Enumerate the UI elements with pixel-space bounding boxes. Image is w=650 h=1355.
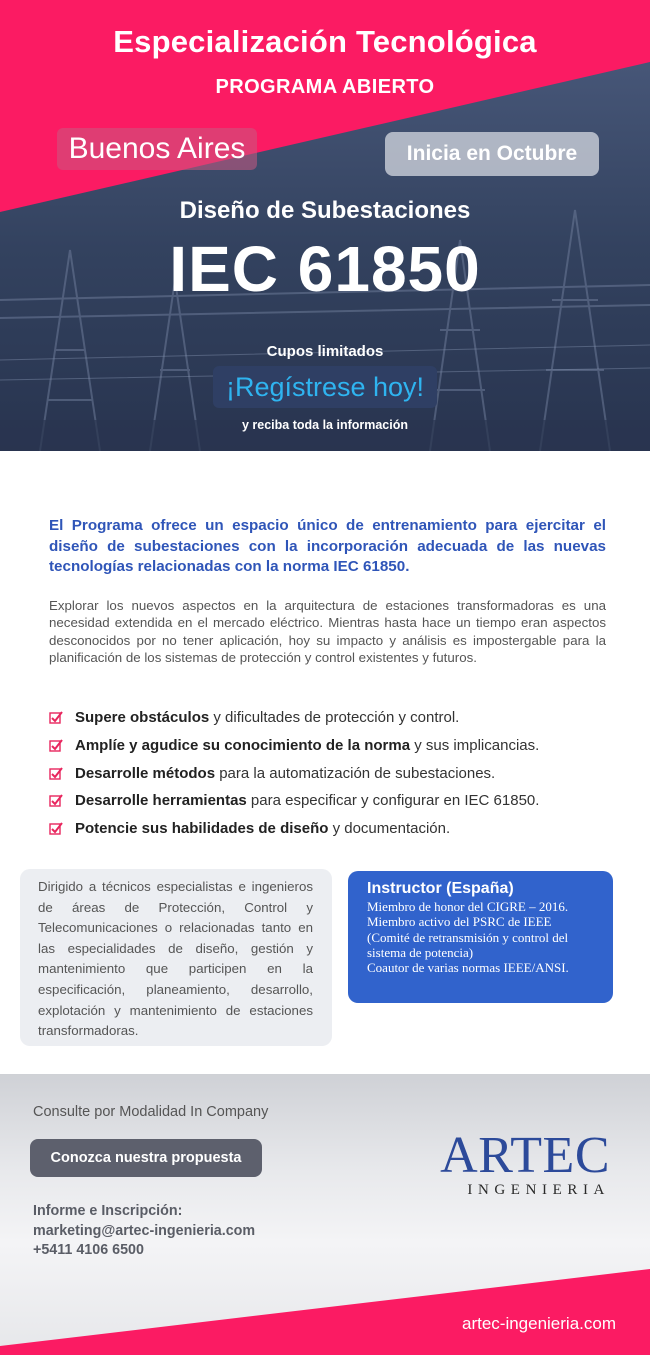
checkbox-check-icon bbox=[49, 821, 75, 837]
benefit-bold: Desarrolle métodos bbox=[75, 764, 216, 782]
benefits-list bbox=[49, 704, 619, 842]
start-date-badge: Inicia en Octubre bbox=[385, 132, 599, 176]
limited-seats-label: Cupos limitados bbox=[266, 343, 384, 360]
artec-logo bbox=[418, 1128, 610, 1208]
instructor-credential: (Comité de retransmisión y control del bbox=[367, 929, 569, 945]
instructor-credential: Miembro activo del PSRC de IEEE bbox=[367, 914, 552, 930]
instructor-card bbox=[348, 871, 613, 1003]
audience-card bbox=[20, 869, 332, 1046]
register-note: y reciba toda la información bbox=[241, 418, 408, 432]
benefit-bold: Potencie sus habilidades de diseño bbox=[75, 820, 329, 838]
benefit-text: y documentación. bbox=[328, 820, 451, 838]
checkbox-check-icon bbox=[49, 793, 75, 809]
program-label: PROGRAMA ABIERTO bbox=[215, 76, 435, 98]
checkbox-check-icon bbox=[49, 710, 75, 726]
hero-title: Especialización Tecnológica bbox=[113, 24, 537, 59]
intro-lead-paragraph: El Programa ofrece un espacio único de entrenamiento para ejercitar el diseño de subestaciones con la incorporación adecuada de las nuevas tecnologías relacionadas con la norma IEC 61850. bbox=[49, 517, 606, 575]
benefit-item bbox=[49, 815, 619, 843]
contact-block bbox=[33, 1202, 255, 1261]
instructor-title: Instructor (España) bbox=[367, 880, 514, 897]
benefit-item bbox=[49, 704, 619, 732]
course-title: IEC 61850 bbox=[169, 233, 481, 305]
benefit-text: y dificultades de protección y control. bbox=[209, 709, 460, 727]
footer bbox=[0, 1074, 650, 1355]
instructor-credential: Coautor de varias normas IEEE/ANSI. bbox=[367, 960, 569, 976]
in-company-note: Consulte por Modalidad In Company bbox=[33, 1104, 269, 1120]
benefit-bold: Desarrolle herramientas bbox=[75, 792, 247, 810]
city-badge: Buenos Aires bbox=[57, 128, 257, 170]
contact-email[interactable]: marketing@artec-ingenieria.com bbox=[33, 1222, 256, 1239]
benefit-text: para especificar y configurar en IEC 61850. bbox=[246, 792, 540, 810]
website-link[interactable]: artec-ingenieria.com bbox=[461, 1314, 616, 1333]
logo-subtitle: INGENIERIA bbox=[467, 1182, 610, 1198]
benefit-text: para la automatización de subestaciones. bbox=[215, 764, 496, 782]
contact-phone[interactable]: +5411 4106 6500 bbox=[33, 1242, 144, 1258]
benefit-bold: Amplíe y agudice su conocimiento de la norma bbox=[75, 737, 411, 755]
audience-text: Dirigido a técnicos especialistas e ingenieros de áreas de Protección, Control y Telecomunicaciones o relacionadas tanto en las especialidades de diseño, gestión y mantenimiento que participen en la especificación, planeamiento, desarrollo, explotación y mantenimiento de estaciones transformadoras. bbox=[38, 879, 313, 1039]
logo-wordmark: ARTEC bbox=[440, 1127, 610, 1184]
benefit-item bbox=[49, 732, 619, 760]
intro-body-paragraph: Explorar los nuevos aspectos en la arquitectura de estaciones transformadoras es una necesidad extendida en el mercado eléctrico. Mientras hasta hace un tiempo eran aspectos desconocidos por no tener aplicación, hoy su impacto y análisis es impostergable para la planificación de los sistemas de protección y control existentes y futuros. bbox=[49, 598, 606, 665]
benefit-item bbox=[49, 759, 619, 787]
register-button[interactable]: ¡Regístrese hoy! bbox=[213, 366, 437, 408]
instructor-credential: sistema de potencia) bbox=[367, 944, 474, 960]
checkbox-check-icon bbox=[49, 765, 75, 781]
course-subtitle: Diseño de Subestaciones bbox=[179, 197, 471, 224]
proposal-button[interactable]: Conozca nuestra propuesta bbox=[30, 1139, 262, 1177]
benefit-item bbox=[49, 787, 619, 815]
contact-label: Informe e Inscripción: bbox=[33, 1203, 183, 1219]
hero-banner bbox=[0, 0, 650, 451]
instructor-credential: Miembro de honor del CIGRE – 2016. bbox=[367, 899, 569, 914]
benefit-text: y sus implicancias. bbox=[410, 737, 540, 755]
benefit-bold: Supere obstáculos bbox=[75, 709, 210, 727]
checkbox-check-icon bbox=[49, 738, 75, 754]
